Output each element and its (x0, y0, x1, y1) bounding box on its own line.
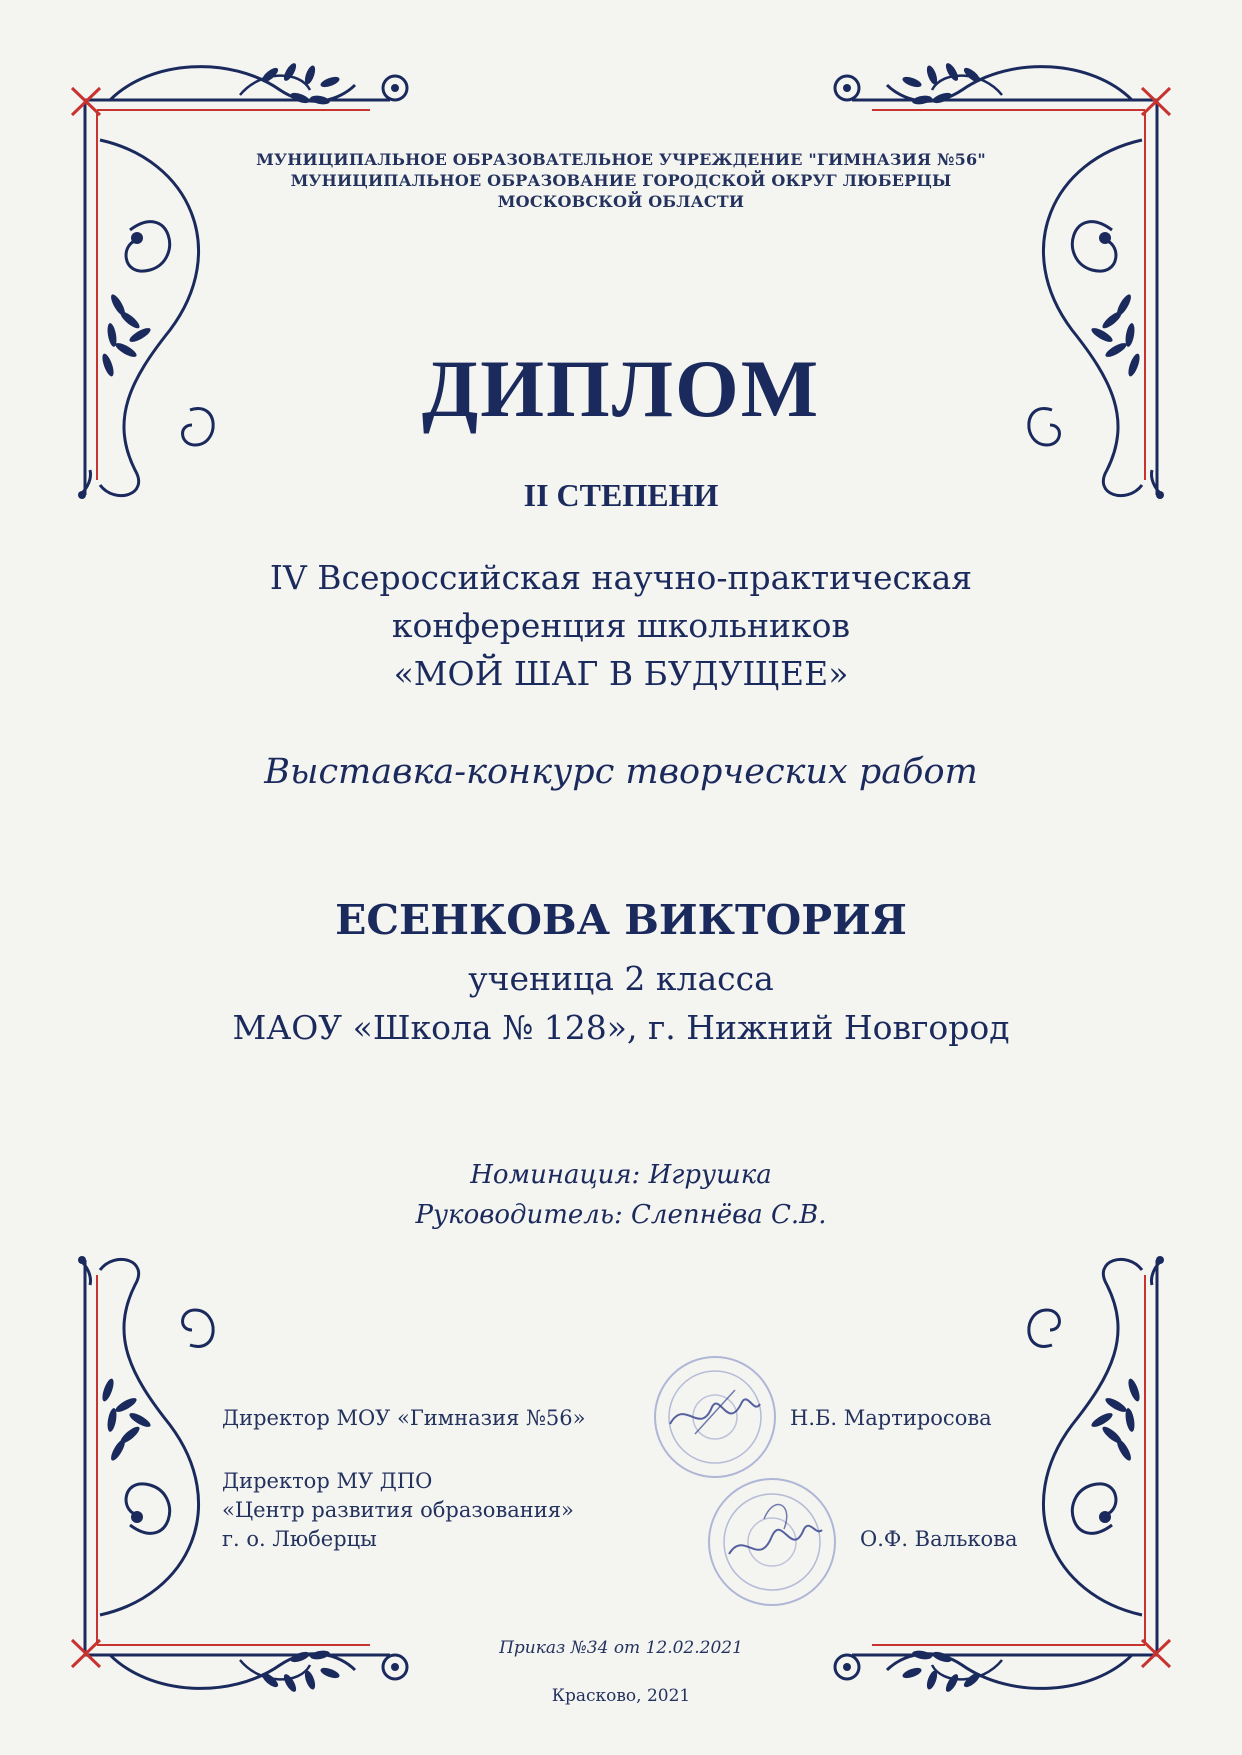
conference-line-1: IV Всероссийская научно-практическая (269, 558, 973, 597)
stamp-education-center (704, 1474, 840, 1610)
recipient-grade: ученица 2 класса (468, 959, 774, 998)
director-2-title-3: г. о. Люберцы (222, 1527, 377, 1551)
place-year: Красково, 2021 (551, 1686, 691, 1706)
recipient-name: ЕСЕНКОВА ВИКТОРИЯ (335, 896, 907, 944)
diploma-title: ДИПЛОМ (421, 343, 821, 434)
director-1-title: Директор МОУ «Гимназия №56» (222, 1406, 586, 1430)
order-number: Приказ №34 от 12.02.2021 (499, 1638, 743, 1658)
director-2-name: О.Ф. Валькова (860, 1527, 1018, 1551)
nomination: Номинация: Игрушка (470, 1160, 772, 1190)
conference-line-3: «МОЙ ШАГ В БУДУЩЕЕ» (393, 654, 849, 693)
conference-line-2: конференция школьников (391, 606, 851, 645)
org-line-1: МУНИЦИПАЛЬНОЕ ОБРАЗОВАТЕЛЬНОЕ УЧРЕЖДЕНИЕ "ГИМНАЗИЯ №56" (256, 150, 986, 169)
org-line-2: МУНИЦИПАЛЬНОЕ ОБРАЗОВАНИЕ ГОРОДСКОЙ ОКРУГ ЛЮБЕРЦЫ (290, 171, 952, 190)
exhibition-title: Выставка-конкурс творческих работ (264, 752, 978, 792)
org-line-3: МОСКОВСКОЙ ОБЛАСТИ (497, 192, 745, 211)
director-2-title-1: Директор МУ ДПО (222, 1469, 433, 1493)
recipient-school: МАОУ «Школа № 128», г. Нижний Новгород (232, 1008, 1010, 1047)
director-1-name: Н.Б. Мартиросова (790, 1406, 992, 1430)
stamp-gymnasium (650, 1352, 780, 1482)
supervisor: Руководитель: Слепнёва С.В. (415, 1200, 827, 1230)
diploma-degree: II СТЕПЕНИ (523, 477, 719, 513)
director-2-title-2: «Центр развития образования» (222, 1498, 574, 1522)
